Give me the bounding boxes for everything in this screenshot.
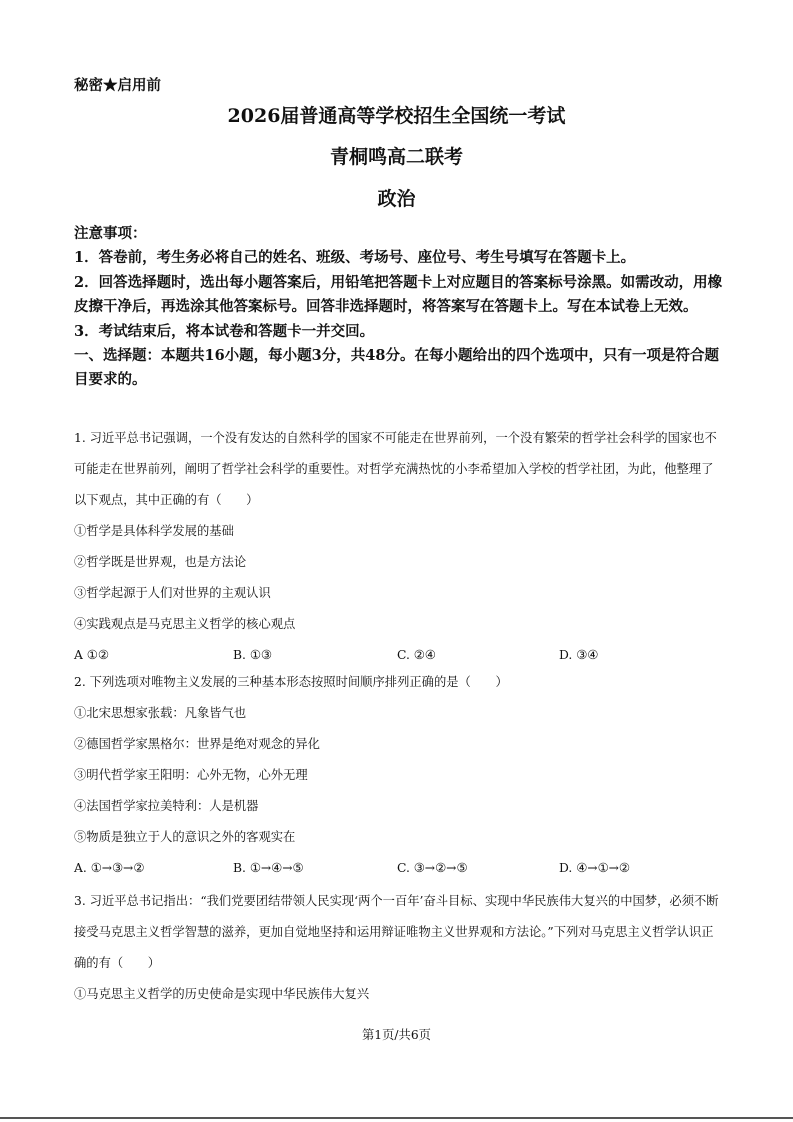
- notice-item-1: 1．答卷前，考生务必将自己的姓名、班级、考场号、座位号、考生号填写在答题卡上。: [74, 249, 636, 267]
- section-heading: 一、选择题：本题共16小题，每小题3分，共48分。在每小题给出的四个选项中，只有一项是符合题目要求的。: [74, 347, 719, 389]
- bottom-divider: [0, 1117, 793, 1119]
- option-c: C. ②④: [397, 648, 436, 662]
- notice-item-2: 2．回答选择题时，选出每小题答案后，用铅笔把答题卡上对应题目的答案标号涂黑。如需改动，用橡皮擦干净后，再选涂其他答案标号。回答非选择题时，将答案写在答题卡上。写在本试卷上无效。: [74, 273, 723, 316]
- question-2: [74, 667, 724, 884]
- statement: ①哲学是具体科学发展的基础: [74, 524, 234, 538]
- question-stem: 3. 习近平总书记指出：“我们党要团结带领人民实现‘两个一百年’奋斗目标、实现中华民族伟大复兴的中国梦，必须不断接受马克思主义哲学智慧的滋养，更加自觉地坚持和运用辩证唯物主义世界观和方法论。”下列对马克思主义哲学认识正确的有（ ）: [74, 894, 719, 970]
- statement: ⑤物质是独立于人的意识之外的客观实在: [74, 830, 296, 844]
- exam-subtitle: 青桐鸣高二联考: [329, 146, 463, 168]
- option-a: A ①②: [74, 648, 109, 662]
- statement: ①北宋思想家张载：凡象皆气也: [74, 706, 247, 720]
- option-d: D. ④→①→②: [559, 861, 630, 875]
- option-a: A. ①→③→②: [74, 861, 145, 875]
- question-stem: 1. 习近平总书记强调，一个没有发达的自然科学的国家不可能走在世界前列，一个没有繁荣的哲学社会科学的国家也不可能走在世界前列，阐明了哲学社会科学的重要性。对哲学充满热忱的小李希望加入学校的哲学社团，为此，他整理了以下观点，其中正确的有（ ）: [74, 431, 717, 507]
- question-3: [74, 886, 724, 1010]
- statement: ③明代哲学家王阳明：心外无物，心外无理: [74, 768, 308, 782]
- notice-item-3: 3．考试结束后，将本试卷和答题卡一并交回。: [74, 322, 375, 340]
- option-b: B. ①③: [233, 648, 272, 662]
- question-1: [74, 423, 724, 671]
- question-stem: 2. 下列选项对唯物主义发展的三种基本形态按照时间顺序排列正确的是（ ）: [74, 675, 508, 689]
- notice-heading: 注意事项：: [74, 225, 147, 242]
- statement: ②德国哲学家黑格尔：世界是绝对观念的异化: [74, 737, 320, 751]
- statement: ④法国哲学家拉美特利：人是机器: [74, 799, 259, 813]
- options-row: [74, 853, 724, 884]
- option-d: D. ③④: [559, 648, 599, 662]
- notice-section: [74, 222, 724, 393]
- option-c: C. ③→②→⑤: [397, 861, 468, 875]
- statement: ①马克思主义哲学的历史使命是实现中华民族伟大复兴: [74, 987, 370, 1001]
- option-b: B. ①→④→⑤: [233, 861, 304, 875]
- exam-title: 2026届普通高等学校招生全国统一考试: [227, 105, 566, 127]
- statement: ②哲学既是世界观，也是方法论: [74, 555, 247, 569]
- statement: ④实践观点是马克思主义哲学的核心观点: [74, 617, 296, 631]
- statement: ③哲学起源于人们对世界的主观认识: [74, 586, 271, 600]
- page-number: 第1页/共6页: [362, 1028, 431, 1042]
- subject-title: 政治: [377, 188, 416, 210]
- secret-label: 秘密★启用前: [74, 77, 161, 94]
